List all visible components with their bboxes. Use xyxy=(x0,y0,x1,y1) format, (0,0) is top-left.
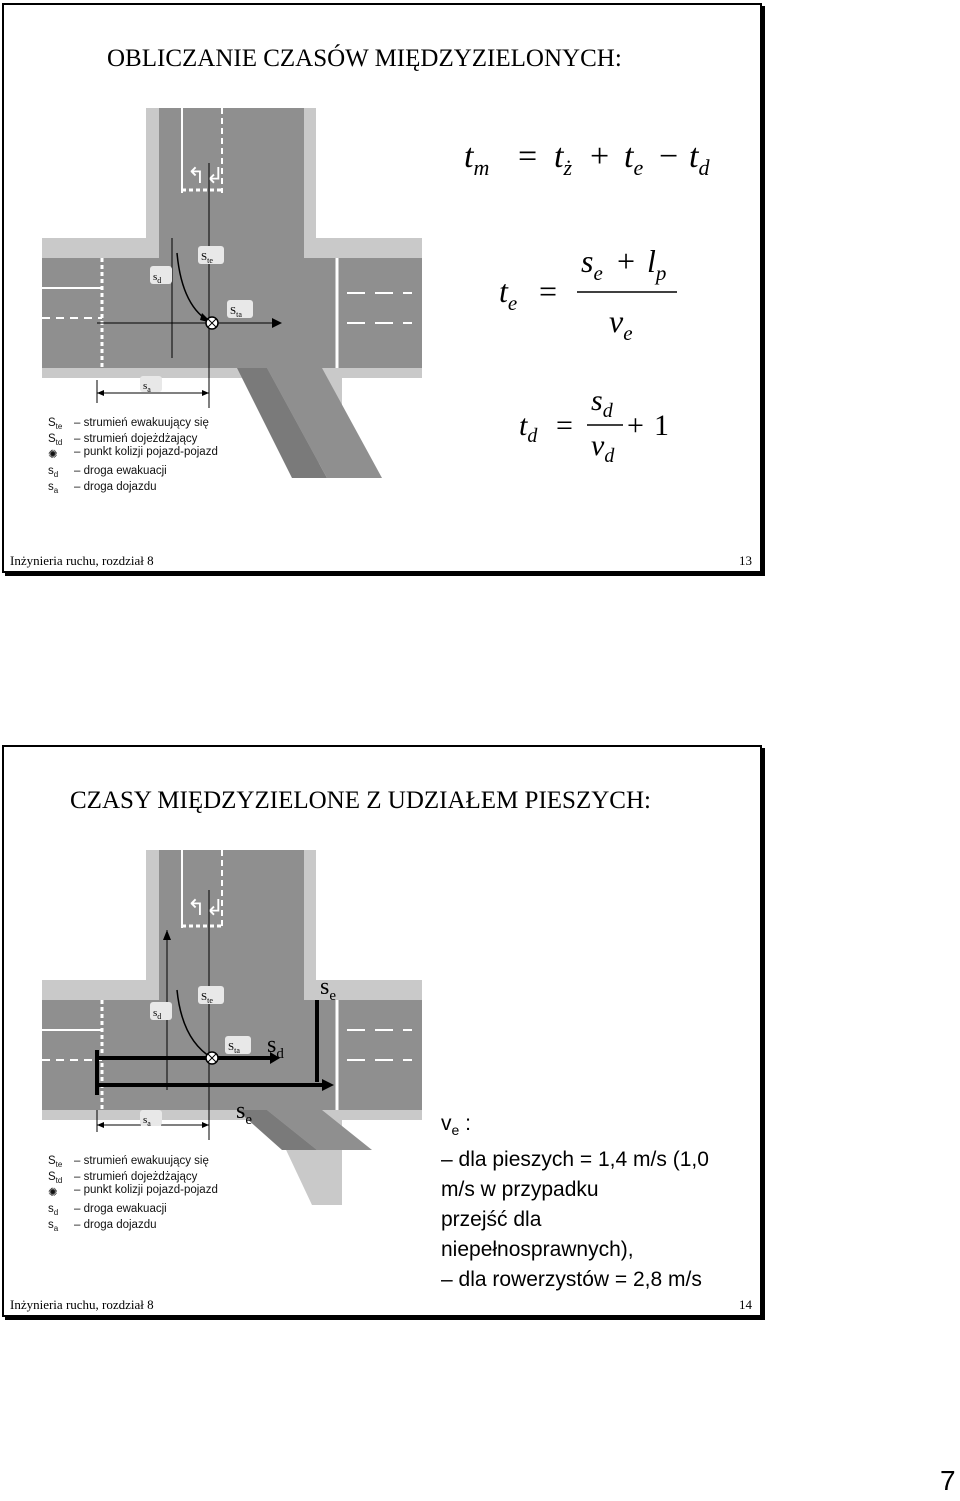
svg-text:sa: $s_a$ xyxy=(143,1114,151,1128)
legend-item: $S_{te}$ – strumień ewakuujący się xyxy=(48,1155,209,1169)
formula-td xyxy=(519,385,699,475)
svg-text:se: $s_e$ xyxy=(320,974,337,1004)
svg-text:sd: $s_d$ xyxy=(591,385,613,422)
ste-label: S xyxy=(201,251,208,263)
svg-text:td =: $t_d$ = xyxy=(519,409,573,447)
svg-text:Sta: $S_{ta}$ xyxy=(228,1041,240,1055)
slide-title: OBLICZANIE CZASÓW MIĘDZYZIELONYCH: xyxy=(107,45,622,72)
speed-note: $v_e$ : – dla pieszych = 1,4 m/s (1,0 m/s w przypadku przejść dla niepełnosprawnych), – dla rowerzystów = 2,8 m/s xyxy=(441,1112,709,1292)
svg-text:Sta: $S_{ta}$ xyxy=(230,305,242,319)
formula-tm xyxy=(464,133,744,183)
svg-text:ve: $v_e$ xyxy=(609,303,633,345)
sa-label: s xyxy=(143,380,148,392)
se-top-label: s xyxy=(320,974,330,1000)
formula-te xyxy=(499,240,699,350)
legend-item: ✺ – punkt kolizji pojazd-pojazd xyxy=(48,1184,218,1199)
sta-label: S xyxy=(230,305,237,317)
legend-item: $s_a$ – droga dojazdu xyxy=(48,481,157,495)
sd-label: s xyxy=(153,271,158,283)
svg-text:↰↲: ↰↲ xyxy=(187,895,224,920)
footer-left: Inżynieria ruchu, rozdział 8 xyxy=(10,553,154,568)
svg-text:Ste: $S_{te}$ xyxy=(201,991,213,1005)
legend-item: $S_{te}$ – strumień ewakuujący się xyxy=(48,417,209,431)
svg-text:↰↲: ↰↲ xyxy=(187,163,224,188)
svg-text:te =: $t_e$ = xyxy=(499,273,558,315)
slide-number: 14 xyxy=(739,1297,752,1312)
diagram-legend xyxy=(48,1155,218,1233)
diagram-legend xyxy=(48,417,218,495)
sd-label: s xyxy=(267,1032,277,1058)
intersection-map xyxy=(42,850,422,1205)
slide-14 xyxy=(2,745,762,1317)
svg-text:sd: $s_d$ xyxy=(153,1007,162,1021)
legend-item: $s_d$ – droga ewakuacji xyxy=(48,465,167,479)
svg-text:sa: $s_a$ xyxy=(143,380,151,394)
svg-text:vd: $v_d$ xyxy=(591,429,615,467)
slide-13 xyxy=(2,3,762,573)
legend-item: $s_d$ – droga ewakuacji xyxy=(48,1203,167,1217)
intersection-diagram-pedestrians xyxy=(42,850,422,1250)
svg-text:se + lp: $s_e$ + $l_p$ xyxy=(581,243,667,285)
svg-text:sd: $s_d$ xyxy=(153,271,162,285)
footer-left: Inżynieria ruchu, rozdział 8 xyxy=(10,1297,154,1312)
slide-title: CZASY MIĘDZYZIELONE Z UDZIAŁEM PIESZYCH: xyxy=(70,787,651,814)
svg-text:tm = tż +: $t_m$ = $t_ż$ + $t_e$ − $t_d$ xyxy=(464,138,710,180)
se-left-label: s xyxy=(236,1098,246,1124)
legend-item: ✺ – punkt kolizji pojazd-pojazd xyxy=(48,446,218,461)
svg-text:sd: $s_d$ xyxy=(267,1032,284,1062)
svg-text:+ 1: + 1 xyxy=(627,409,669,442)
svg-text:se: $s_e$ xyxy=(236,1098,253,1128)
intersection-diagram xyxy=(42,108,422,528)
legend-item: $s_a$ – droga dojazdu xyxy=(48,1219,157,1233)
slide-number: 13 xyxy=(739,553,752,568)
legend-item: $S_{td}$ – strumień dojeżdżający xyxy=(48,433,198,447)
legend-item: $S_{td}$ – strumień dojeżdżający xyxy=(48,1171,198,1185)
svg-text:Ste: $S_{te}$ xyxy=(201,251,213,265)
page-number: 7 xyxy=(940,1465,956,1496)
